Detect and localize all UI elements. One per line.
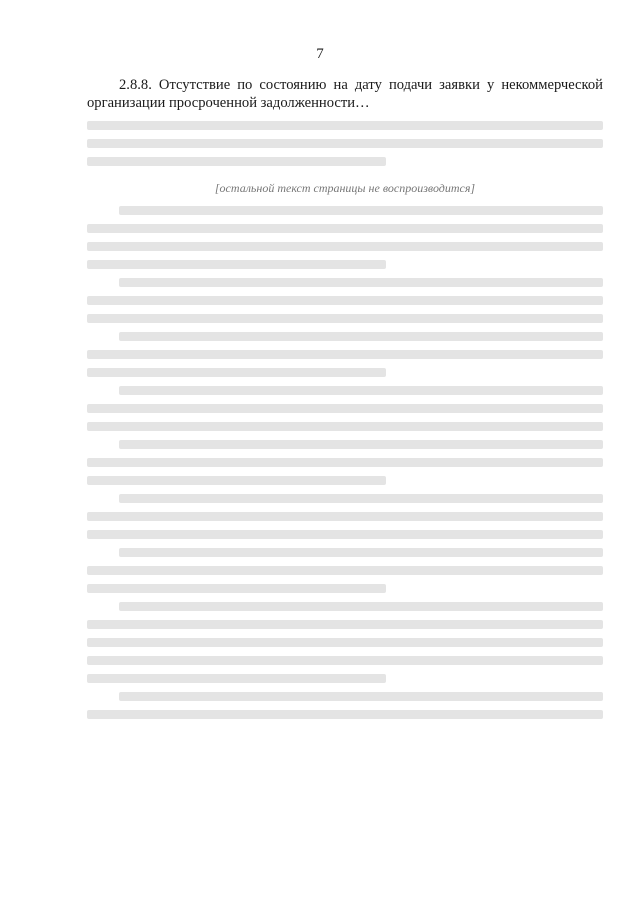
excerpt-paragraph: 2.8.8. Отсутствие по состоянию на дату подачи заявки у некоммерческой организации просроченной задолженности… xyxy=(87,77,603,112)
placeholder-line xyxy=(87,314,603,323)
placeholder-line xyxy=(119,206,603,215)
placeholder-line xyxy=(119,332,603,341)
placeholder-line xyxy=(87,458,603,467)
placeholder-line xyxy=(119,548,603,557)
placeholder-line xyxy=(119,494,603,503)
placeholder-line xyxy=(87,224,603,233)
placeholder-line xyxy=(87,422,603,431)
placeholder-line xyxy=(87,368,386,377)
placeholder-line xyxy=(87,350,603,359)
placeholder-line xyxy=(87,242,603,251)
placeholder-line xyxy=(87,530,603,539)
placeholder-line xyxy=(87,584,386,593)
placeholder-line xyxy=(87,620,603,629)
placeholder-line xyxy=(119,440,603,449)
placeholder-line xyxy=(87,710,603,719)
placeholder-line xyxy=(119,602,603,611)
placeholder-line xyxy=(87,139,603,148)
placeholder-line xyxy=(87,157,386,166)
placeholder-line xyxy=(87,121,603,130)
body-text xyxy=(87,76,603,728)
placeholder-line xyxy=(119,278,603,287)
placeholder-line xyxy=(87,260,386,269)
text-placeholder xyxy=(87,121,603,719)
placeholder-line xyxy=(87,476,386,485)
placeholder-note: [остальной текст страницы не воспроизводится] xyxy=(214,181,476,196)
placeholder-line xyxy=(87,404,603,413)
placeholder-line xyxy=(87,674,386,683)
placeholder-line xyxy=(87,656,603,665)
placeholder-line xyxy=(119,386,603,395)
placeholder-line xyxy=(87,296,603,305)
placeholder-line xyxy=(87,566,603,575)
placeholder-line xyxy=(87,512,603,521)
placeholder-line xyxy=(87,638,603,647)
placeholder-line xyxy=(119,692,603,701)
page-number: 7 xyxy=(316,46,324,62)
